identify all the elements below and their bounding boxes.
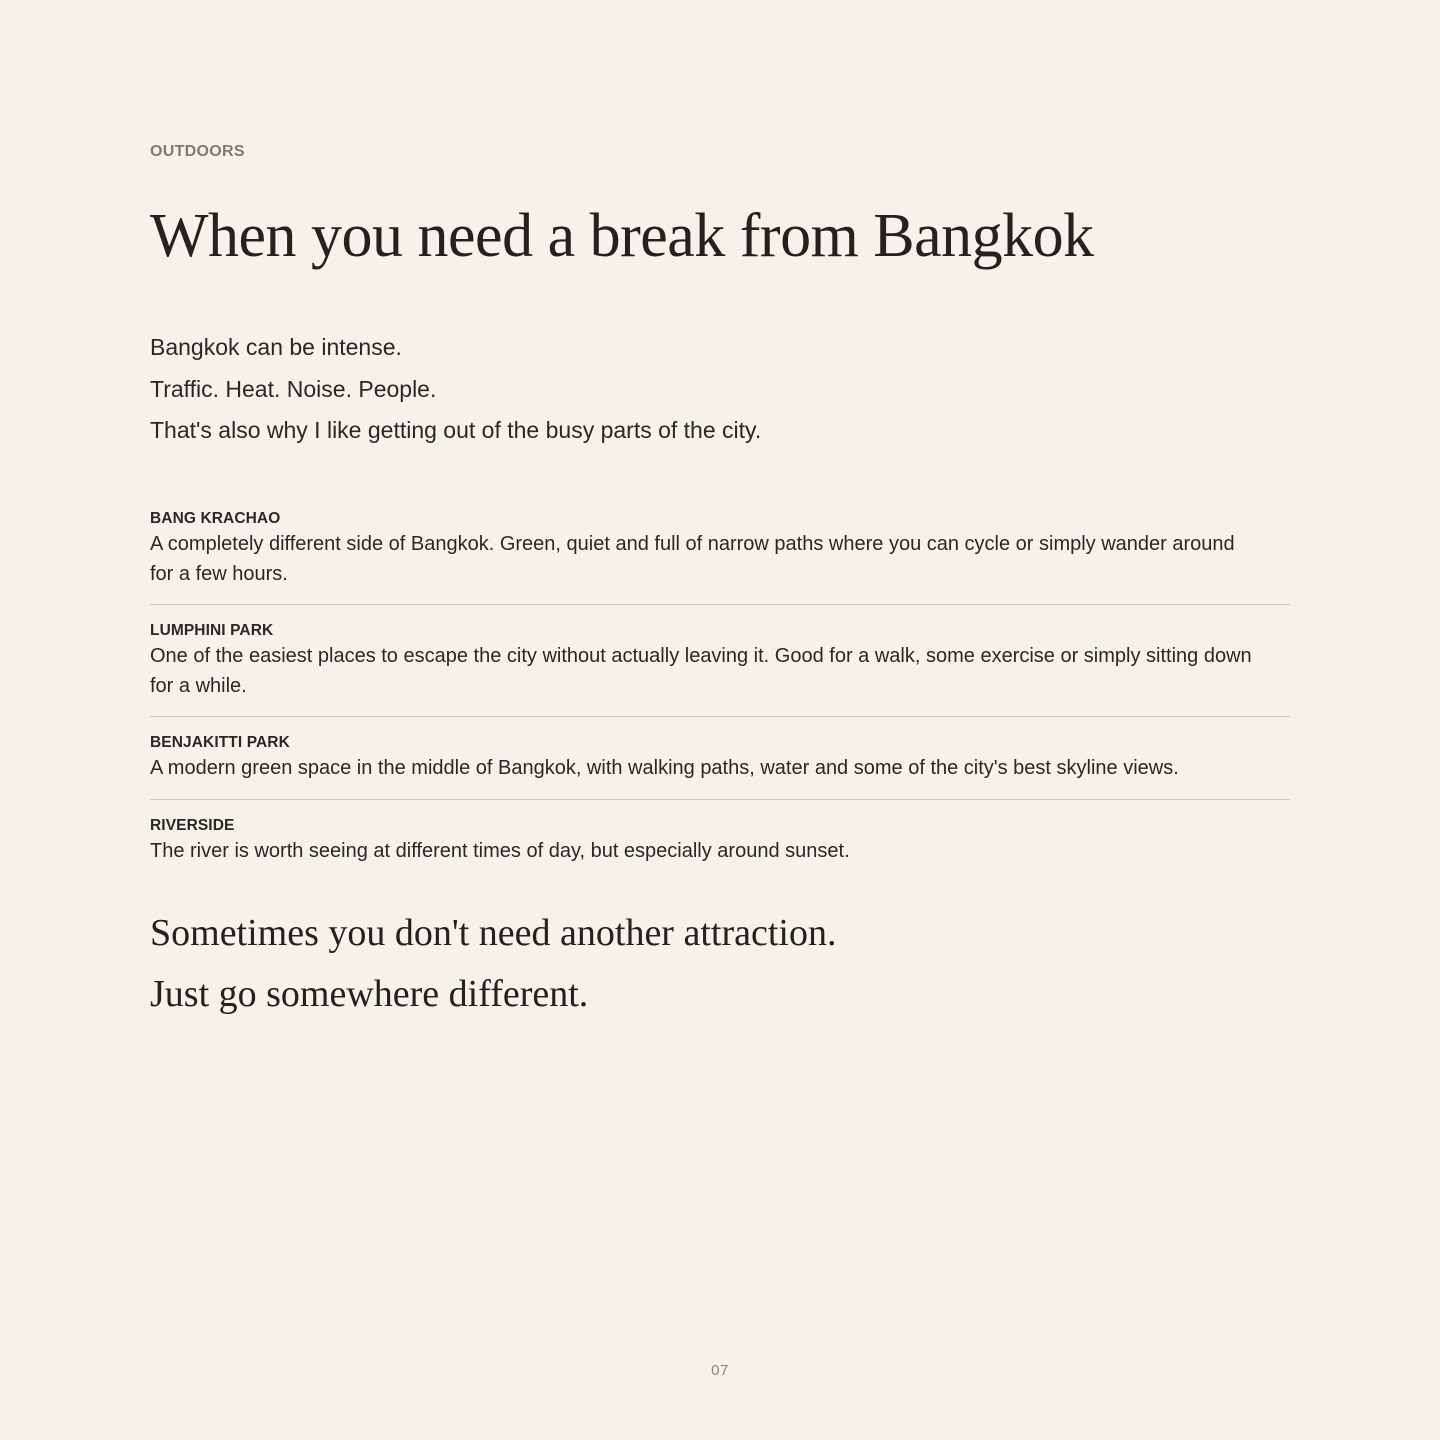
intro-line: That's also why I like getting out of the busy parts of the city. <box>150 417 762 443</box>
place-name: BENJAKITTI PARK <box>150 734 290 751</box>
closing-line: Just go somewhere different. <box>150 973 589 1015</box>
place-description: A completely different side of Bangkok. Green, quiet and full of narrow paths where you can cycle or simply wander around for a few hours. <box>150 533 1235 585</box>
intro-text <box>150 327 761 452</box>
intro-line: Traffic. Heat. Noise. People. <box>150 375 437 402</box>
place-name: RIVERSIDE <box>150 816 235 834</box>
page-number: 07 <box>711 1362 729 1379</box>
place-item <box>150 815 1290 867</box>
place-item <box>150 732 1290 800</box>
place-description: One of the easiest places to escape the city without actually leaving it. Good for a walk, some exercise or simply sitting down for a while. <box>150 645 1252 697</box>
place-name: BANG KRACHAO <box>150 510 281 527</box>
section-label: OUTDOORS <box>150 143 245 160</box>
page <box>150 0 1290 1440</box>
intro-line: Bangkok can be intense. <box>150 334 402 360</box>
closing-line: Sometimes you don't need another attraction. <box>150 912 837 954</box>
place-item <box>150 508 1290 605</box>
place-description: The river is worth seeing at different times of day, but especially around sunset. <box>150 839 850 862</box>
place-name: LUMPHINI PARK <box>150 622 274 639</box>
place-item <box>150 620 1290 717</box>
place-description: A modern green space in the middle of Bangkok, with walking paths, water and some of the city's best skyline views. <box>150 757 1179 779</box>
places-list <box>150 508 1290 866</box>
page-title: When you need a break from Bangkok <box>150 202 1094 270</box>
closing-quote <box>150 903 836 1025</box>
